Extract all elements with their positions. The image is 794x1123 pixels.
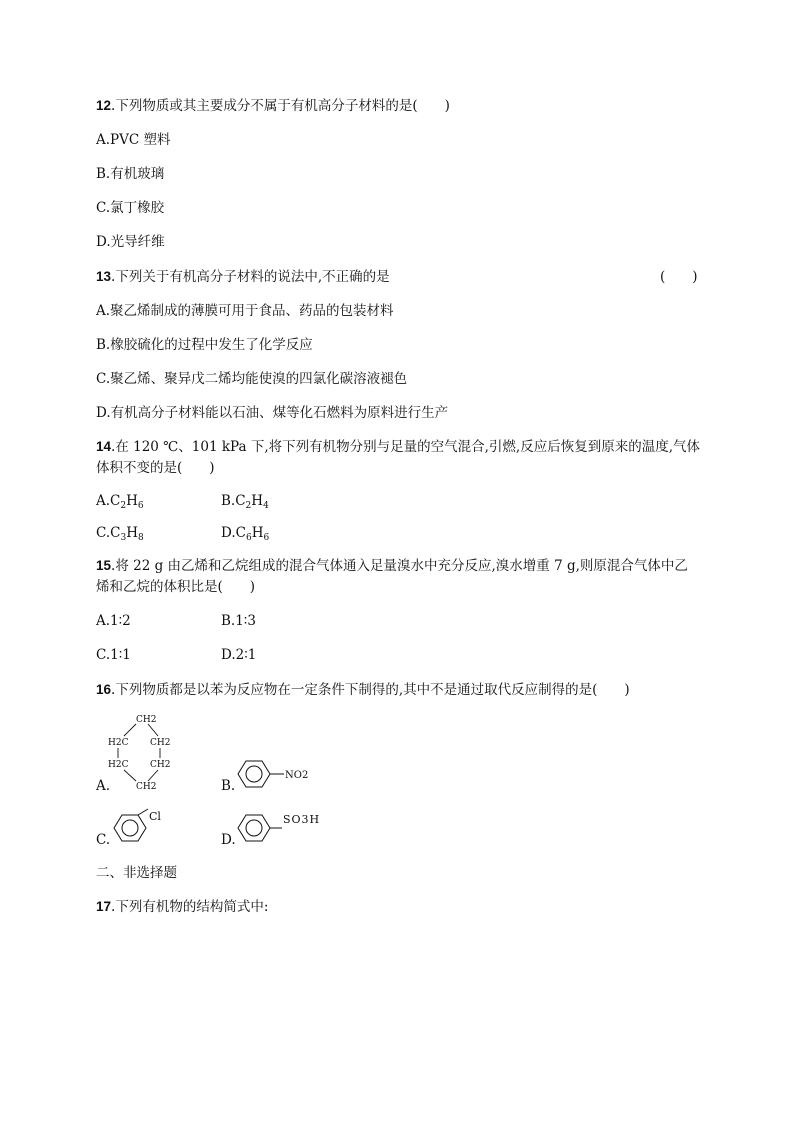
q15-option-c: C.1∶1	[96, 647, 131, 663]
cyclohexane-upper-left-h2c: H2C	[108, 738, 129, 748]
section-heading: 二、非选择题	[96, 865, 177, 881]
q16-option-d-label: D.	[221, 832, 236, 848]
q12-option-a: A.PVC 塑料	[96, 132, 171, 148]
q12-option-b: B.有机玻璃	[96, 166, 165, 182]
question-15-stem-line2: 烯和乙烷的体积比是( )	[96, 579, 256, 595]
question-text: .下列有机物的结构简式中:	[111, 899, 269, 915]
sulfo-group-label: SO3H	[283, 813, 321, 826]
cyclohexane-lower-left-h2c: H2C	[108, 760, 129, 770]
chlorobenzene-structure	[112, 806, 182, 846]
q13-option-b: B.橡胶硫化的过程中发生了化学反应	[96, 337, 313, 353]
q13-option-a: A.聚乙烯制成的薄膜可用于食品、药品的包装材料	[96, 303, 394, 319]
question-number: 12	[96, 98, 112, 113]
cyclohexane-upper-right-ch2: CH2	[150, 738, 171, 748]
cyclohexane-lower-right-ch2: CH2	[150, 760, 171, 770]
q14-option-d: $D.C_6H_6$	[221, 525, 270, 543]
question-number: 14	[96, 439, 112, 454]
nitro-group-label: NO2	[285, 770, 309, 781]
question-text: .在 120 ℃、101 kPa 下,将下列有机物分别与足量的空气混合,引燃,反应后恢复到原来的温度,气体	[111, 439, 700, 455]
q15-option-a: A.1∶2	[96, 613, 131, 629]
q13-option-d: D.有机高分子材料能以石油、煤等化石燃料为原料进行生产	[96, 405, 449, 421]
question-15-stem	[96, 557, 688, 575]
chloro-group-label: Cl	[149, 810, 161, 823]
answer-paren: ( )	[660, 269, 698, 285]
question-16-stem	[96, 681, 630, 699]
q14-option-c: $C.C_3H_8$	[96, 525, 144, 543]
q14-option-b: $B.C_2H_4$	[221, 493, 269, 511]
question-text: .下列物质都是以苯为反应物在一定条件下制得的,其中不是通过取代反应制得的是( )	[111, 682, 630, 698]
question-14-stem	[96, 438, 700, 456]
question-17-stem	[96, 898, 268, 916]
question-14-stem-line2: 体积不变的是( )	[96, 460, 215, 476]
nitrobenzene-structure	[236, 756, 328, 792]
question-number: 16	[96, 682, 112, 697]
q16-option-b-label: B.	[221, 778, 236, 794]
q16-option-a-label: A.	[96, 778, 111, 794]
question-12-stem	[96, 97, 450, 115]
question-13-stem	[96, 268, 390, 286]
question-number: 17	[96, 899, 112, 914]
q12-option-c: C.氯丁橡胶	[96, 200, 165, 216]
q15-option-b: B.1∶3	[221, 613, 256, 629]
question-text: .将 22 g 由乙烯和乙烷组成的混合气体通入足量溴水中充分反应,溴水增重 7 g,则原混合气体中乙	[111, 558, 688, 574]
question-text: .下列关于有机高分子材料的说法中,不正确的是	[111, 269, 390, 285]
cyclohexane-top-ch2: CH2	[136, 715, 157, 725]
q15-option-d: D.2∶1	[221, 647, 257, 663]
benzenesulfonic-acid-structure	[236, 806, 328, 846]
q13-option-c: C.聚乙烯、聚异戊二烯均能使溴的四氯化碳溶液褪色	[96, 371, 408, 387]
q16-option-c-label: C.	[96, 832, 111, 848]
q12-option-d: D.光导纤维	[96, 234, 165, 250]
question-text: .下列物质或其主要成分不属于有机高分子材料的是( )	[111, 98, 450, 114]
question-number: 15	[96, 558, 112, 573]
question-number: 13	[96, 269, 112, 284]
cyclohexane-bottom-ch2: CH2	[136, 782, 157, 792]
q14-option-a: $A.C_2H_6$	[96, 493, 144, 511]
cyclohexane-structure	[104, 710, 184, 792]
